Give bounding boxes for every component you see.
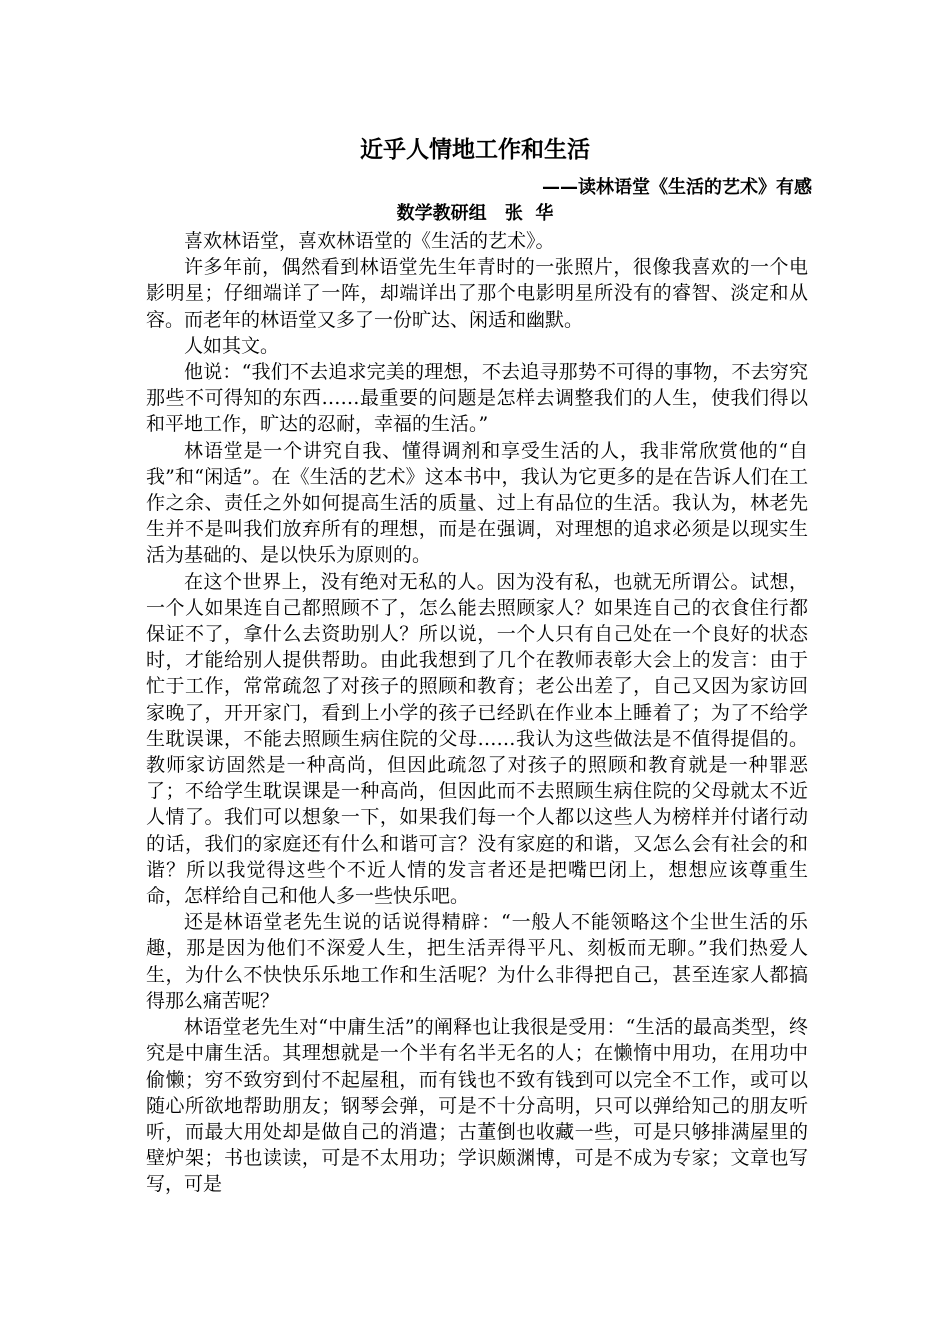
paragraph: 还是林语堂老先生说的话说得精辟：“一般人不能领略这个尘世生活的乐趣，那是因为他们不深爱人生，把生活弄得平凡、刻板而无聊。”我们热爱人生，为什么不快快乐乐地工作和生活呢？为什么非得把自己，甚至连家人都搞得那么痛苦呢？ — [146, 911, 808, 1012]
author-group: 数学教研组 — [396, 203, 487, 224]
author-name: 张 华 — [504, 203, 554, 224]
paragraph: 林语堂老先生对“中庸生活”的阐释也让我很是受用：“生活的最高类型，终究是中庸生活。其理想就是一个半有名半无名的人；在懒惰中用功，在用功中偷懒；穷不致穷到付不起屋租，而有钱也不致有钱到可以完全不工作，或可以随心所欲地帮助朋友；钢琴会弹，可是不十分高明，只可以弹给知己的朋友听听，而最大用处却是做自己的消遣；古董倒也收藏一些，可是只够排满屋里的壁炉架；书也读读，可是不太用功；学识颇渊博，可是不成为专家；文章也写写，可是 — [146, 1016, 808, 1196]
paragraph: 林语堂是一个讲究自我、懂得调剂和享受生活的人，我非常欣赏他的“自我”和“闲适”。在《生活的艺术》这本书中，我认为它更多的是在告诉人们在工作之余、责任之外如何提高生活的质量、过上有品位的生活。我认为，林老先生并不是叫我们放弃所有的理想，而是在强调，对理想的追求必须是以现实生活为基础的、是以快乐为原则的。 — [146, 439, 808, 567]
article-body — [146, 228, 808, 1198]
paragraph: 喜欢林语堂，喜欢林语堂的《生活的艺术》。 — [184, 230, 555, 252]
author-line — [0, 201, 950, 227]
paragraph: 人如其文。 — [184, 334, 280, 357]
document-title: 近乎人情地工作和生活 — [360, 137, 590, 163]
paragraph: 在这个世界上，没有绝对无私的人。因为没有私，也就无所谓公。试想，一个人如果连自己都照顾不了，怎么能去照顾家人？如果连自己的衣食住行都保证不了，拿什么去资助别人？所以说，一个人只有自己处在一个良好的状态时，才能给别人提供帮助。由此我想到了几个在教师表彰大会上的发言：由于忙于工作，常常疏忽了对孩子的照顾和教育；老公出差了，自己又因为家访回家晚了，开开家门，看到上小学的孩子已经趴在作业本上睡着了；为了不给学生耽误课，不能去照顾生病住院的父母……我认为这些做法是不值得提倡的。教师家访固然是一种高尚，但因此疏忽了对孩子的照顾和教育就是一种罪恶了；不给学生耽误课是一种高尚，但因此而不去照顾生病住院的父母就太不近人情了。我们可以想象一下，如果我们每一个人都以这些人为榜样并付诸行动的话，我们的家庭还有什么和谐可言？没有家庭的和谐，又怎么会有社会的和谐？所以我觉得这些个不近人情的发言者还是把嘴巴闭上，想想应该尊重生命，怎样给自己和他人多一些快乐吧。 — [146, 570, 808, 908]
paragraph: 他说：“我们不去追求完美的理想，不去追寻那势不可得的事物，不去穷究那些不可得知的东西……最重要的问题是怎样去调整我们的人生，使我们得以和平地工作，旷达的忍耐，幸福的生活。” — [146, 361, 808, 436]
document-subtitle: ——读林语堂《生活的艺术》有感 — [542, 177, 812, 198]
paragraph: 许多年前，偶然看到林语堂先生年青时的一张照片，很像我喜欢的一个电影明星；仔细端详了一阵，却端详出了那个电影明星所没有的睿智、淡定和从容。而老年的林语堂又多了一份旷达、闲适和幽默。 — [146, 256, 808, 331]
